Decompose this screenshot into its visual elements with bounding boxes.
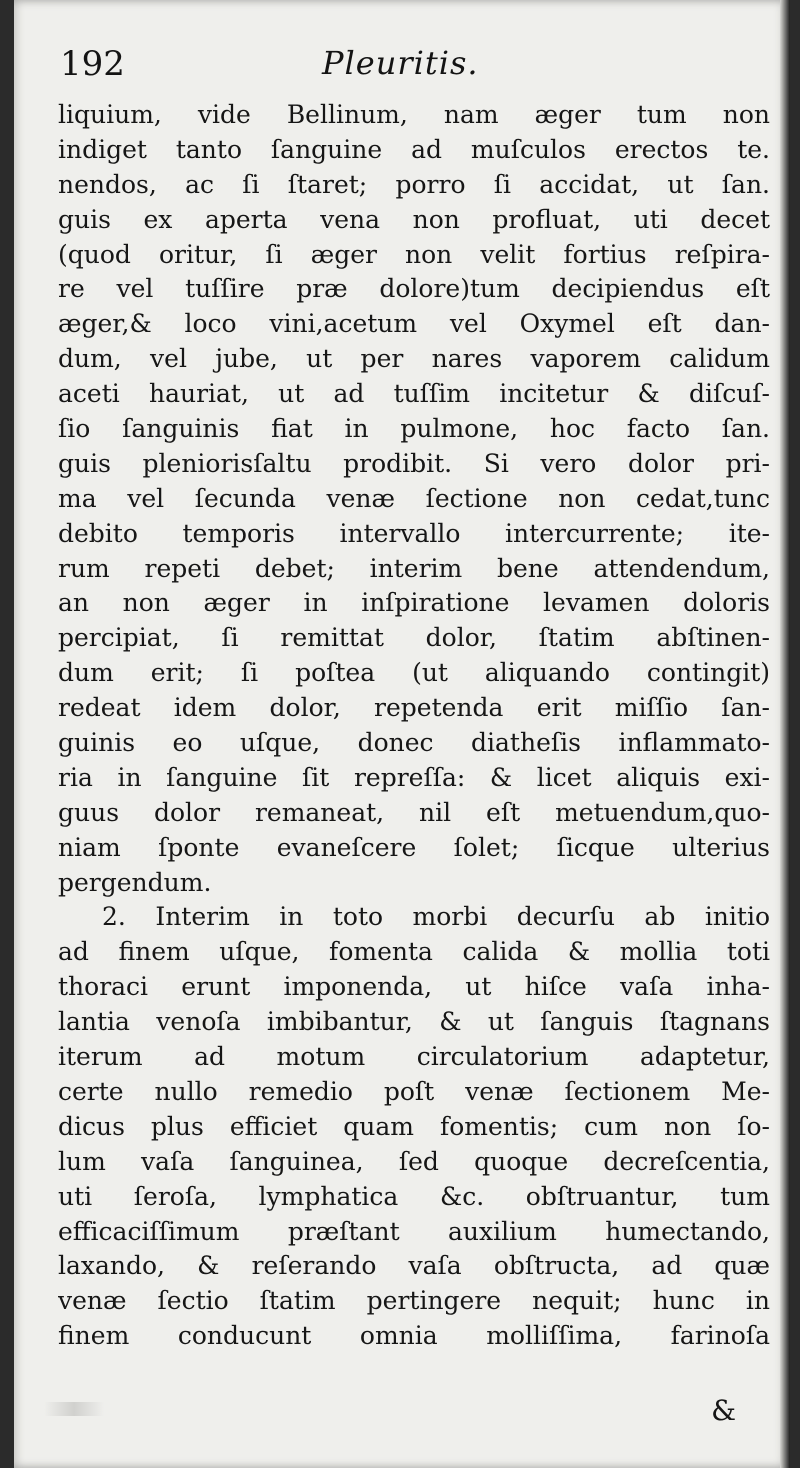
text-line: re vel tuſſire præ dolore)tum decipiendus eſt: [58, 274, 770, 304]
ink-smudge: [44, 1402, 104, 1416]
text-line: rum repeti debet; interim bene attendendum,: [58, 553, 770, 583]
text-line: lantia venoſa imbibantur, & ut ſanguis ſtagnans: [58, 1007, 770, 1037]
text-line: certe nullo remedio poſt venæ ſectionem Me-: [58, 1076, 770, 1106]
text-line: ma vel ſecunda venæ ſectione non cedat,tunc: [58, 483, 770, 513]
text-line: an non æger in inſpiratione levamen doloris: [58, 588, 770, 618]
text-line: finem conducunt omnia molliſſima, farinoſa: [58, 1321, 770, 1351]
text-line: nendos, ac ſi ſtaret; porro ſi accidat, ut ſan.: [58, 169, 770, 199]
text-line: ria in ſanguine ſit repreſſa: & licet aliquis exi-: [58, 762, 770, 792]
text-line: thoraci erunt imponenda, ut hiſce vaſa inha-: [58, 972, 770, 1002]
text-line: ſio ſanguinis fiat in pulmone, hoc facto ſan.: [58, 414, 770, 444]
text-line: uti ſeroſa, lymphatica &c. obſtruantur, tum: [58, 1181, 770, 1211]
text-line: 2. Interim in toto morbi decurſu ab initio: [102, 902, 770, 932]
text-line: efficaciſſimum præſtant auxilium humectando,: [58, 1216, 770, 1246]
text-line: guis ex aperta vena non profluat, uti decet: [58, 204, 770, 234]
text-line: laxando, & reſerando vaſa obſtructa, ad quæ: [58, 1251, 770, 1281]
text-line: guinis eo uſque, donec diatheſis inflammato-: [58, 728, 770, 758]
text-line: æger,& loco vini,acetum vel Oxymel eſt dan-: [58, 309, 770, 339]
text-line: pergendum.: [58, 867, 212, 897]
text-line: ad finem uſque, fomenta calida & mollia toti: [58, 937, 770, 967]
text-line: percipiat, ſi remittat dolor, ſtatim abſtinen-: [58, 623, 770, 653]
body-text: [58, 98, 770, 1354]
text-line: dum, vel jube, ut per nares vaporem calidum: [58, 344, 770, 374]
text-line: niam ſponte evaneſcere ſolet; ſicque ulterius: [58, 832, 770, 862]
page-header: [60, 44, 760, 94]
running-head: Pleuritis.: [322, 44, 479, 82]
book-page: [14, 0, 790, 1468]
text-line: venæ ſectio ſtatim pertingere nequit; hunc in: [58, 1286, 770, 1316]
text-line: iterum ad motum circulatorium adaptetur,: [58, 1042, 770, 1072]
text-line: debito temporis intervallo intercurrente; ite-: [58, 518, 770, 548]
catchword: &: [711, 1394, 736, 1427]
text-line: dicus plus efficiet quam fomentis; cum non ſo-: [58, 1111, 770, 1141]
page-number: 192: [60, 44, 125, 84]
text-line: (quod oritur, ſi æger non velit fortius reſpira-: [58, 239, 770, 269]
text-line: indiget tanto ſanguine ad muſculos erectos te.: [58, 134, 770, 164]
text-line: liquium, vide Bellinum, nam æger tum non: [58, 100, 770, 129]
text-line: dum erit; ſi poſtea (ut aliquando contingit): [58, 658, 770, 688]
text-line: lum vaſa ſanguinea, ſed quoque decreſcentia,: [58, 1146, 770, 1176]
text-line: aceti hauriat, ut ad tuſſim incitetur & diſcuſ-: [58, 379, 770, 409]
text-line: redeat idem dolor, repetenda erit miſſio ſan-: [58, 693, 770, 723]
book-spine-shadow: [780, 0, 790, 1468]
text-line: guus dolor remaneat, nil eſt metuendum,quo-: [58, 797, 770, 827]
text-line: guis pleniorisſaltu prodibit. Si vero dolor pri-: [58, 448, 770, 478]
